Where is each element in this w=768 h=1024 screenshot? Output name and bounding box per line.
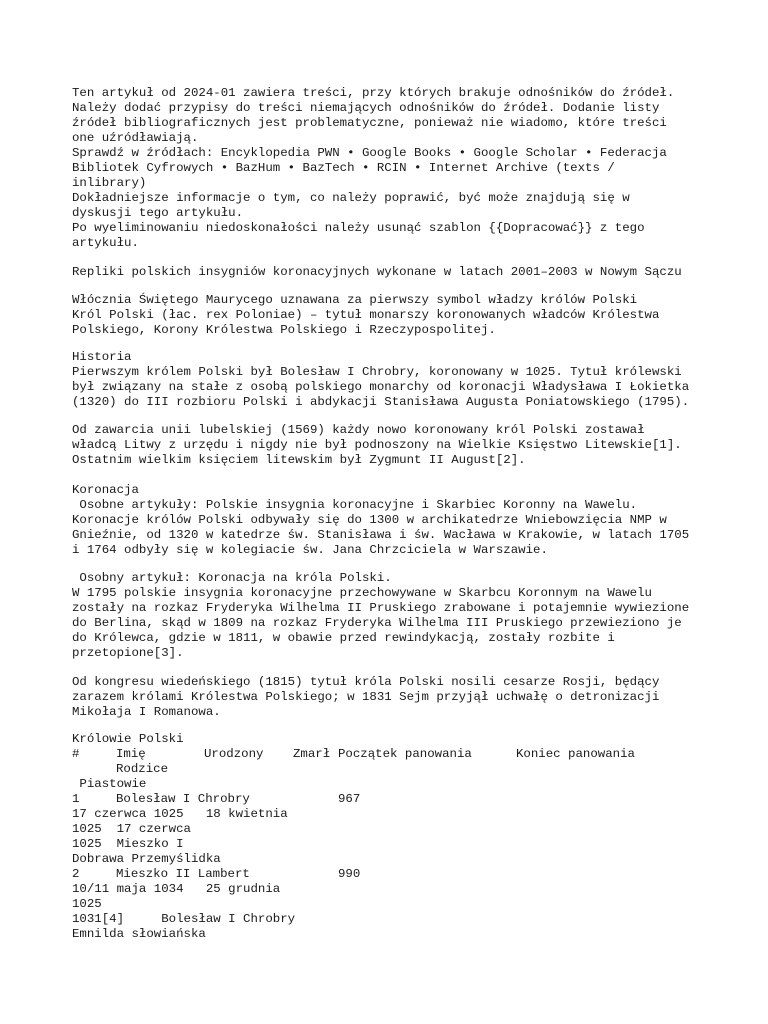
table-header-name: Imię bbox=[116, 747, 146, 761]
paragraph-line: władcą Litwy z urzędu i nigdy nie był podnoszony na Wielkie Księstwo Litewskie[1]. bbox=[72, 438, 682, 452]
paragraph-line: Od kongresu wiedeńskiego (1815) tytuł króla Polski nosili cesarze Rosji, będący bbox=[72, 675, 660, 689]
table-header-num: # bbox=[72, 747, 80, 761]
table-row-line: 1025 17 czerwca bbox=[72, 822, 191, 836]
notice-line: one uźródławiają. bbox=[72, 131, 199, 145]
notice-sources-line: Sprawdź w źródłach: Encyklopedia PWN • Google Books • Google Scholar • Federacja bbox=[72, 146, 667, 160]
paragraph-line: Od zawarcia unii lubelskiej (1569) każdy nowo koronowany król Polski zostawał bbox=[72, 423, 645, 437]
table-header-born: Urodzony bbox=[204, 747, 264, 761]
intro-line: Włócznia Świętego Maurycego uznawana za pierwszy symbol władzy królów Polski bbox=[72, 293, 638, 307]
table-row-line: 1031[4] Bolesław I Chrobry bbox=[72, 912, 296, 926]
table-cell-name: Bolesław I Chrobry bbox=[116, 792, 250, 806]
notice-sources-line: inlibrary) bbox=[72, 176, 147, 190]
image-caption: Repliki polskich insygniów koronacyjnych wykonane w latach 2001–2003 w Nowym Sączu bbox=[72, 265, 682, 279]
paragraph-line: zostały na rozkaz Fryderyka Wilhelma II Pruskiego zrabowane i potajemnie wywiezione bbox=[72, 601, 690, 615]
paragraph-line: Koronacje królów Polski odbywały się do 1300 w archikatedrze Wniebowzięcia NMP w bbox=[72, 513, 667, 527]
notice-line: Po wyeliminowaniu niedoskonałości należy usunąć szablon {{Dopracować}} z tego bbox=[72, 221, 645, 235]
see-also-note: Osobne artykuły: Polskie insygnia koronacyjne i Skarbiec Koronny na Wawelu. bbox=[72, 498, 638, 512]
intro-line: Król Polski (łac. rex Poloniae) – tytuł monarszy koronowanych władców Królestwa bbox=[72, 308, 660, 322]
notice-line: artykułu. bbox=[72, 236, 139, 250]
section-heading-koronacja: Koronacja bbox=[72, 483, 139, 497]
paragraph-line: do Berlina, skąd w 1809 na rozkaz Fryderyka Wilhelma III Pruskiego przewieziono je bbox=[72, 616, 682, 630]
paragraph-line: W 1795 polskie insygnia koronacyjne przechowywane w Skarbcu Koronnym na Wawelu bbox=[72, 586, 652, 600]
table-cell-born: 990 bbox=[338, 867, 361, 881]
table-cell-born: 967 bbox=[338, 792, 361, 806]
notice-line: źródeł bibliograficznych jest problematyczne, ponieważ nie wiadomo, które treści bbox=[72, 116, 667, 130]
intro-line: Polskiego, Korony Królestwa Polskiego i Rzeczypospolitej. bbox=[72, 323, 496, 337]
notice-line: dyskusji tego artykułu. bbox=[72, 206, 244, 220]
paragraph-line: Mikołaja I Romanowa. bbox=[72, 705, 221, 719]
see-also-note: Osobny artykuł: Koronacja na króla Polski. bbox=[72, 571, 392, 585]
table-header-parents: Rodzice bbox=[116, 762, 169, 776]
table-dynasty: Piastowie bbox=[72, 777, 147, 791]
paragraph-line: Pierwszym królem Polski był Bolesław I Chrobry, koronowany w 1025. Tytuł królewski bbox=[72, 365, 682, 379]
section-heading-historia: Historia bbox=[72, 350, 132, 364]
table-header-died: Zmarł bbox=[293, 747, 331, 761]
paragraph-line: (1320) do III rozbioru Polski i abdykacji Stanisława Augusta Poniatowskiego (1795). bbox=[72, 395, 690, 409]
paragraph-line: i 1764 odbyły się w kolegiacie św. Jana Chrzciciela w Warszawie. bbox=[72, 543, 548, 557]
paragraph-line: przetopione[3]. bbox=[72, 646, 184, 660]
table-row-line: 10/11 maja 1034 25 grudnia bbox=[72, 882, 281, 896]
table-cell-num: 2 bbox=[72, 867, 80, 881]
table-row-line: 1025 Mieszko I bbox=[72, 837, 184, 851]
paragraph-line: był związany na stałe z osobą polskiego monarchy od koronacji Władysława I Łokietka bbox=[72, 380, 690, 394]
notice-sources-line: Bibliotek Cyfrowych • BazHum • BazTech • RCIN • Internet Archive (texts / bbox=[72, 161, 615, 175]
notice-line: Należy dodać przypisy do treści niemających odnośników do źródeł. Dodanie listy bbox=[72, 101, 660, 115]
table-row-line: Emnilda słowiańska bbox=[72, 927, 206, 941]
table-header-start: Początek panowania bbox=[338, 747, 472, 761]
paragraph-line: do Królewca, gdzie w 1811, w obawie przed rewindykacją, zostały rozbite i bbox=[72, 631, 615, 645]
paragraph-line: Gnieźnie, od 1320 w katedrze św. Stanisława i św. Wacława w Krakowie, w latach 1705 bbox=[72, 528, 690, 542]
table-row-line: 1025 bbox=[72, 897, 102, 911]
paragraph-line: zarazem królami Królestwa Polskiego; w 1831 Sejm przyjął uchwałę o detronizacji bbox=[72, 690, 660, 704]
table-cell-name: Mieszko II Lambert bbox=[116, 867, 250, 881]
notice-line: Dokładniejsze informacje o tym, co należy poprawić, być może znajdują się w bbox=[72, 191, 630, 205]
table-header-end: Koniec panowania bbox=[516, 747, 635, 761]
table-title: Królowie Polski bbox=[72, 732, 184, 746]
table-cell-num: 1 bbox=[72, 792, 80, 806]
table-row-line: Dobrawa Przemyślidka bbox=[72, 852, 221, 866]
table-row-line: 17 czerwca 1025 18 kwietnia bbox=[72, 807, 288, 821]
notice-line: Ten artykuł od 2024-01 zawiera treści, przy których brakuje odnośników do źródeł. bbox=[72, 86, 675, 100]
paragraph-line: Ostatnim wielkim księciem litewskim był Zygmunt II August[2]. bbox=[72, 453, 526, 467]
